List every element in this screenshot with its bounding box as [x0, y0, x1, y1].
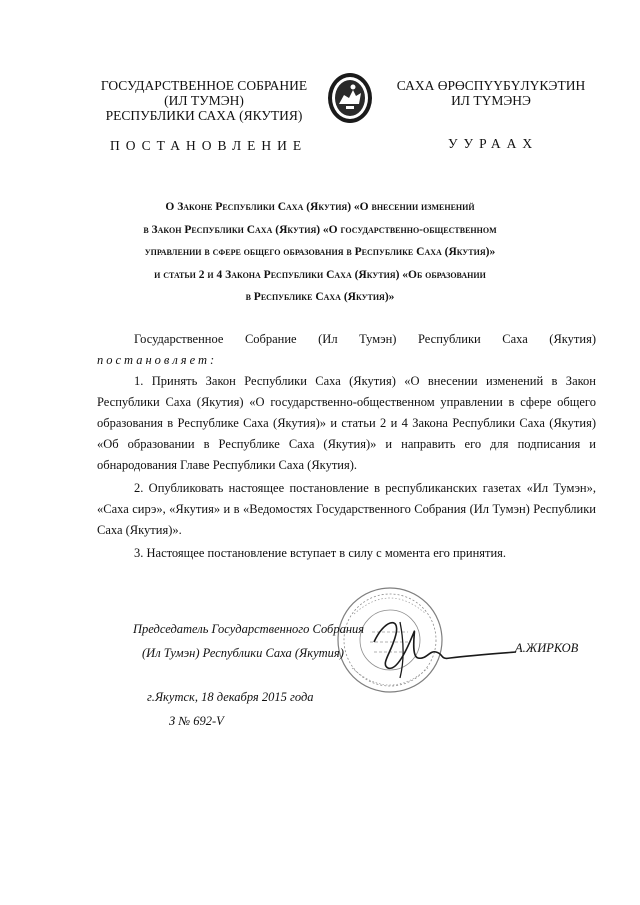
intro-word: Тумэн) [359, 332, 397, 346]
issuer-line: (ИЛ ТУМЭН) [164, 93, 244, 108]
intro-word: Государственное [134, 332, 224, 346]
document-body [97, 329, 596, 564]
resolution-item-3: 3. Настоящее постановление вступает в силу с момента его принятия. [134, 546, 507, 560]
intro-word: (Якутия) [549, 332, 596, 346]
document-title [100, 196, 540, 309]
document-number: З № 692-V [169, 714, 224, 728]
title-line: управлении в сфере общего образования в Республике Саха (Якутия)» [144, 246, 496, 258]
doc-type-russian: ПОСТАНОВЛЕНИЕ [110, 138, 308, 153]
signer-name: А.ЖИРКОВ [515, 641, 579, 655]
title-line: в Закон Республики Саха (Якутия) «О государственно-общественном [143, 223, 497, 236]
resolution-item-2: 2. Опубликовать настоящее постановление в республиканских газетах «Ил Тумэн», «Саха сирэ», «Якутия» и в «Ведомостях Государственного Собрания (Ил Тумэн) Республики Саха (Якутия)». [97, 481, 596, 537]
doc-type-yakut: УУРААХ [448, 136, 539, 151]
intro-word: Республики [418, 332, 481, 346]
issuer-name-yakut [388, 78, 594, 108]
handwritten-signature [370, 612, 518, 682]
intro-word: Собрание [244, 332, 297, 346]
title-line: О Законе Республики Саха (Якутия) «О внесении изменений [165, 201, 475, 213]
signer-position [133, 617, 364, 665]
intro-word: Саха [502, 332, 528, 346]
issuer-line: ГОСУДАРСТВЕННОЕ СОБРАНИЕ [100, 78, 308, 93]
intro-line [97, 329, 596, 350]
resolution-item-1: 1. Принять Закон Республики Саха (Якутия) «О внесении изменений в Закон Республики Саха (Якутия) «О государственно-общественном управлении в сфере общего образования в Республике Саха (Якутия)» и статьи 2 и 4 Закона Республики Саха (Якутия) «Об образовании в Республике Саха (Якутия)» и направить его для подписания и обнародования Главе Республики Саха (Якутия). [97, 374, 596, 472]
signer-line: (Ил Тумэн) Республики Саха (Якутия) [142, 646, 344, 660]
issuer-line: РЕСПУБЛИКИ САХА (ЯКУТИЯ) [105, 108, 303, 123]
issuer-line: ИЛ ТҮМЭНЭ [451, 93, 531, 108]
place-date-block [147, 685, 314, 733]
resolution-verb: постановляет: [97, 353, 218, 367]
republic-coat-of-arms-icon [326, 71, 374, 125]
intro-word: (Ил [318, 332, 338, 346]
title-line: в Республике Саха (Якутия)» [245, 291, 395, 303]
signer-line: Председатель Государственного Собрания [133, 622, 365, 636]
title-line: и статьи 2 и 4 Закона Республики Саха (Якутия) «Об образовании [154, 268, 486, 281]
place-date: г.Якутск, 18 декабря 2015 года [147, 690, 314, 704]
issuer-line: САХА ӨРӨСПҮҮБҮЛҮКЭТИН [396, 78, 586, 93]
issuer-name-russian [88, 78, 320, 123]
